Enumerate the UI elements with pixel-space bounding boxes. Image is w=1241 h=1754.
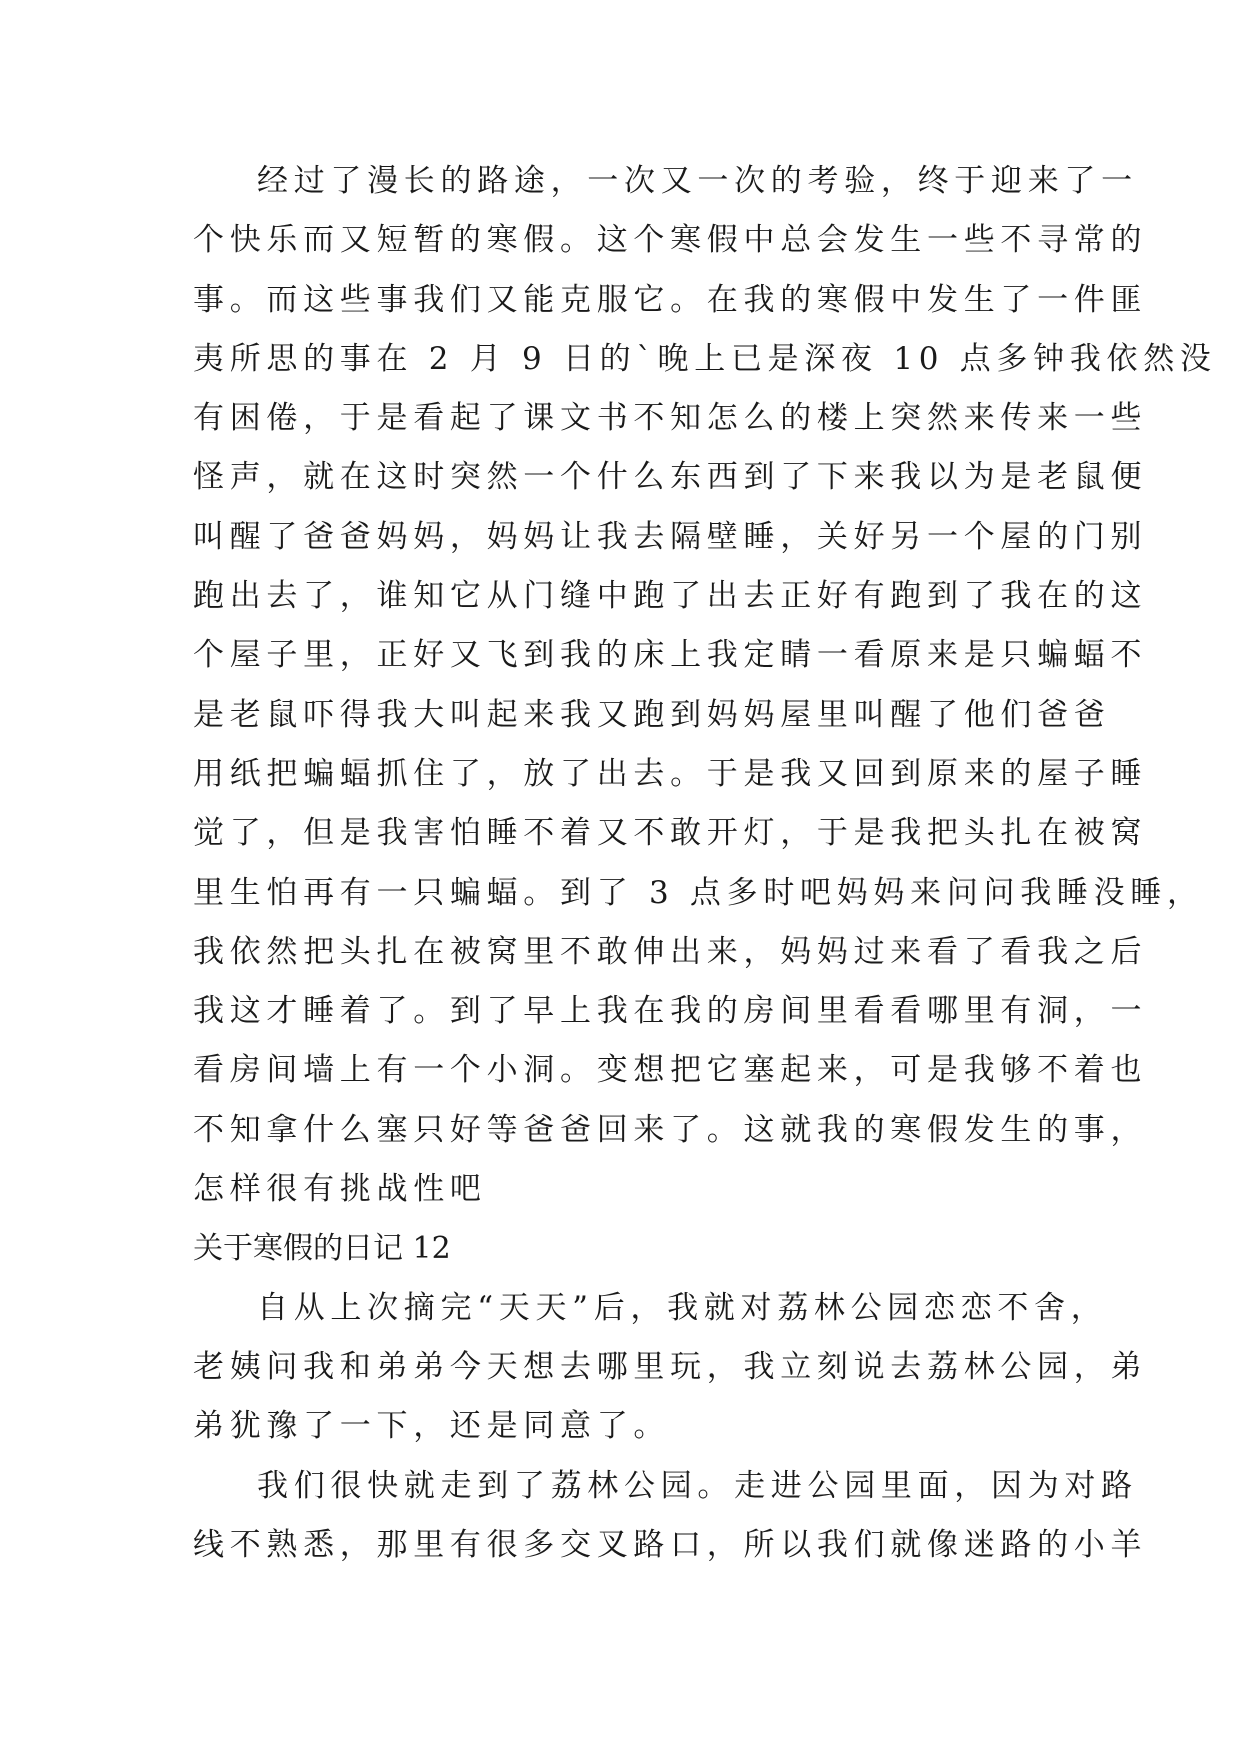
- document-body: [193, 152, 1217, 1575]
- text-line: 是老鼠吓得我大叫起来我又跑到妈妈屋里叫醒了他们爸爸: [193, 696, 1111, 733]
- paragraph-bat-story: [193, 152, 1217, 1219]
- text-line: 用纸把蝙蝠抓住了，放了出去。于是我又回到原来的屋子睡: [193, 755, 1148, 792]
- text-line: 夷所思的事在 2 月 9 日的`晚上已是深夜 10 点多钟我依然没: [193, 340, 1217, 377]
- text-line: 怪声，就在这时突然一个什么东西到了下来我以为是老鼠便: [193, 459, 1148, 496]
- text-line: 我依然把头扎在被窝里不敢伸出来，妈妈过来看了看我之后: [193, 933, 1148, 970]
- text-line: 怎样很有挑战性吧: [193, 1171, 487, 1208]
- text-line: 经过了漫长的路途，一次又一次的考验，终于迎来了一: [257, 163, 1138, 199]
- text-line: 我这才睡着了。到了早上我在我的房间里看看哪里有洞，一: [193, 993, 1148, 1030]
- text-line: 个屋子里，正好又飞到我的床上我定睛一看原来是只蝙蝠不: [193, 637, 1148, 674]
- text-line: 不知拿什么塞只好等爸爸回来了。这就我的寒假发生的事，: [193, 1111, 1148, 1148]
- paragraph-park-intro: [193, 1279, 1148, 1457]
- text-line: 觉了，但是我害怕睡不着又不敢开灯，于是我把头扎在被窝: [193, 815, 1148, 852]
- paragraph-park-visit: [193, 1457, 1148, 1576]
- text-line: 我们很快就走到了荔林公园。走进公园里面，因为对路: [257, 1467, 1138, 1504]
- text-line: 看房间墙上有一个小洞。变想把它塞起来，可是我够不着也: [193, 1052, 1148, 1089]
- text-line: 线不熟悉，那里有很多交叉路口，所以我们就像迷路的小羊: [193, 1526, 1148, 1563]
- text-line: 事。而这些事我们又能克服它。在我的寒假中发生了一件匪: [193, 281, 1148, 318]
- text-line: 里生怕再有一只蝙蝠。到了 3 点多时吧妈妈来问问我睡没睡，: [193, 874, 1204, 911]
- text-line: 个快乐而又短暂的寒假。这个寒假中总会发生一些不寻常的: [193, 222, 1148, 259]
- text-line: 自从上次摘完“天天”后，我就对荔林公园恋恋不舍，: [257, 1289, 1108, 1326]
- text-line: 弟犹豫了一下，还是同意了。: [193, 1408, 671, 1445]
- text-line: 老姨问我和弟弟今天想去哪里玩，我立刻说去荔林公园，弟: [193, 1348, 1148, 1385]
- text-line: 叫醒了爸爸妈妈，妈妈让我去隔壁睡，关好另一个屋的门别: [193, 518, 1148, 555]
- text-line: 有困倦，于是看起了课文书不知怎么的楼上突然来传来一些: [193, 400, 1148, 437]
- text-line: 跑出去了，谁知它从门缝中跑了出去正好有跑到了我在的这: [193, 578, 1148, 615]
- section-heading: 关于寒假的日记 12: [193, 1231, 451, 1267]
